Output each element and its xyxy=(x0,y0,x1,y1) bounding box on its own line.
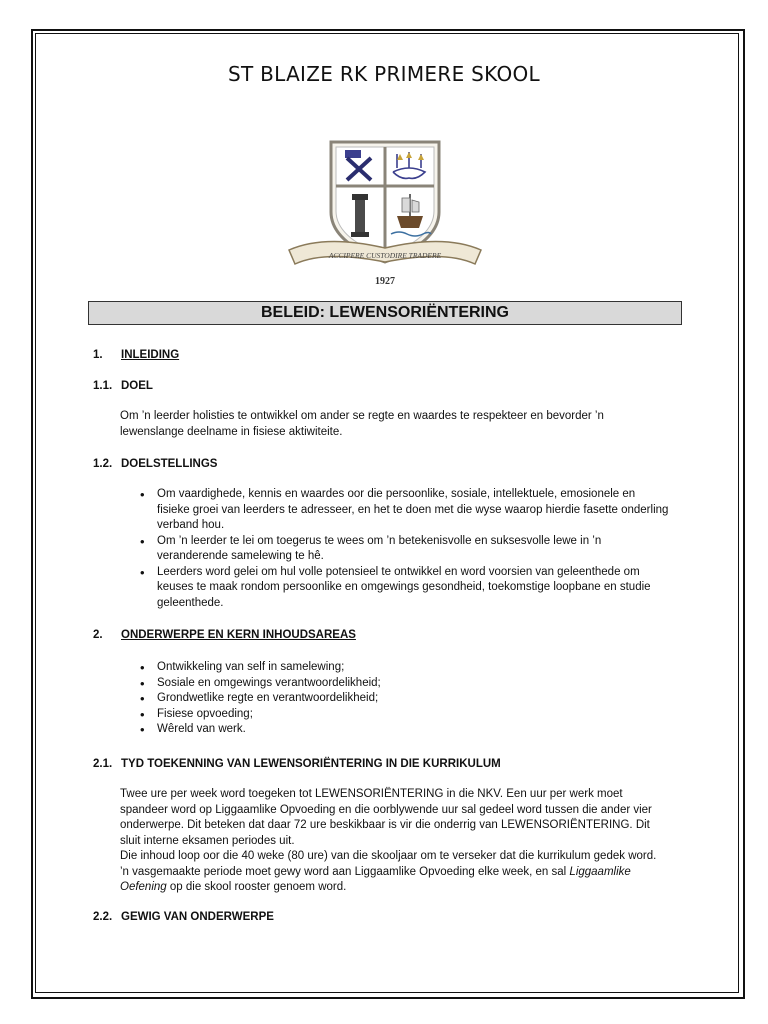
section-1-2-list xyxy=(140,487,697,611)
school-title: ST BLAIZE RK PRIMERE SKOOL xyxy=(227,62,541,86)
section-2-1-heading: 2.1. TYD TOEKENNING VAN LEWENSORIËNTERING IN DIE KURRIKULUM xyxy=(93,758,501,770)
list-item: • Grondwetlike regte en verantwoordelikheid; xyxy=(157,691,697,707)
list-item: • Wêreld van werk. xyxy=(157,722,697,738)
crest-motto: ACCIPERE CUSTODIRE TRADERE xyxy=(328,251,442,260)
section-2-1-text: Twee ure per week word toegeken tot LEWENSORIËNTERING in die NKV. Een uur per werk moet spandeer word op Liggaamlike Opvoeding en die oorblywende uur sal gedeel word tussen die ander vier onderwerpe. Dit beteken dat daar 72 ure beskikbaar is vir die onderrig van LEWENSORIËNTERING. Dit sluit interne eksamen periodes uit. Die inhoud loop oor die 40 weke (80 ure) van die skooljaar om te verseker dat die kurrikulum gedek word. ’n vasgemaakte periode moet gewy word aan Liggaamlike Opvoeding elke week, en sal Liggaamlike Oefening op die skool rooster genoem word. xyxy=(120,788,657,893)
section-2-2-heading: 2.2. GEWIG VAN ONDERWERPE xyxy=(93,911,274,923)
list-item: • Om vaardighede, kennis en waardes oor die persoonlike, sosiale, intellektuele, emosionele en fisieke groei van leerders te adresseer, en het te doen met die wyse waarop hierdie fasette onderling verband hou. xyxy=(157,487,697,534)
section-2-list xyxy=(140,660,697,738)
list-item: • Leerders word gelei om hul volle potensieel te ontwikkel en word voorsien van geleenthede om keuses te maak rondom persoonlike en omgewings gesondheid, toekomstige loopbane en studie geleenthede. xyxy=(157,565,697,612)
school-crest-logo xyxy=(285,138,485,290)
list-item: • Fisiese opvoeding; xyxy=(157,707,697,723)
section-1-1-heading: 1.1. DOEL xyxy=(93,380,153,392)
section-1-2-heading: 1.2. DOELSTELLINGS xyxy=(93,458,218,470)
list-item: • Sosiale en omgewings verantwoordelikheid; xyxy=(157,676,697,692)
section-2-heading: 2. ONDERWERPE EN KERN INHOUDSAREAS xyxy=(93,629,356,641)
policy-title: BELEID: LEWENSORIËNTERING xyxy=(88,301,682,325)
list-item: • Om ’n leerder te lei om toegerus te wees om ’n betekenisvolle en suksesvolle lewe in ’n veranderende samelewing te hê. xyxy=(157,534,697,565)
list-item: • Ontwikkeling van self in samelewing; xyxy=(157,660,697,676)
section-1-heading: 1. INLEIDING xyxy=(93,349,180,361)
section-1-1-text: Om ’n leerder holisties te ontwikkel om ander se regte en waardes te respekteer en bevorder ’n lewenslange deelname in fisiese aktiwiteite. xyxy=(120,410,604,438)
crest-year: 1927 xyxy=(375,276,395,287)
